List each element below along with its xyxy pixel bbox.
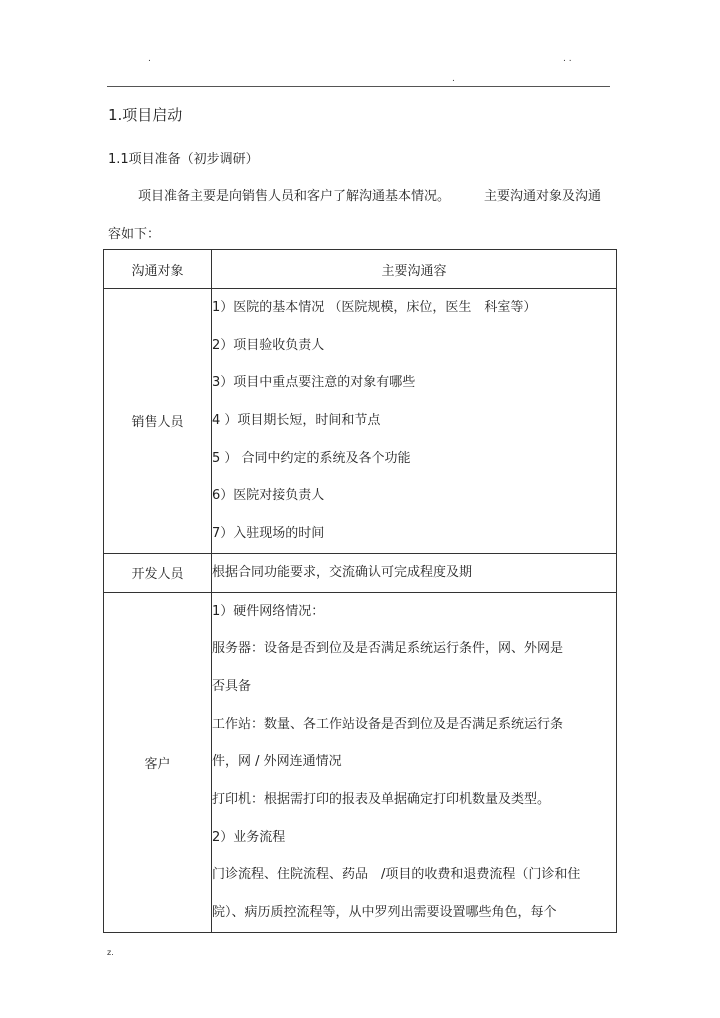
table-row <box>104 592 617 932</box>
footer-mark: z. <box>107 948 114 957</box>
content-line: 院）、病历质控流程等，从中罗列出需要设置哪些角色，每个 <box>212 905 557 920</box>
row-target: 开发人员 <box>104 553 212 592</box>
content-line: 7）入驻现场的时间 <box>212 526 325 542</box>
row-content <box>212 289 617 554</box>
communication-table <box>103 249 617 933</box>
row-target: 客户 <box>104 592 212 932</box>
content-line: 根据合同功能要求，交流确认可完成程度及期 <box>212 564 473 580</box>
header-target: 沟通对象 <box>104 250 212 289</box>
header-dot-left: . <box>148 54 151 64</box>
content-line: 工作站：数量、各工作站设备是否到位及是否满足系统运行条 <box>212 716 564 732</box>
section-title: 1.项目启动 <box>108 106 183 124</box>
intro-paragraph-line2: 容如下： <box>108 227 161 242</box>
intro-paragraph <box>138 185 601 204</box>
content-line: 打印机：根据需打印的报表及单据确定打印机数量及类型。 <box>212 791 551 807</box>
header-dot-right: . . <box>563 54 572 64</box>
content-line: 1）医院的基本情况 （医院规模，床位，医生 科室等） <box>212 300 537 315</box>
content-line: 否具备 <box>212 678 252 694</box>
page-header <box>0 54 720 84</box>
content-line: 3）项目中重点要注意的对象有哪些 <box>212 375 416 391</box>
content-line: 2）业务流程 <box>212 829 286 845</box>
row-target: 销售人员 <box>104 289 212 554</box>
intro-part1: 项目准备主要是向销售人员和客户了解沟通基本情况。 <box>138 189 451 204</box>
content-line: 6）医院对接负责人 <box>212 488 325 504</box>
header-content: 主要沟通容 <box>212 250 617 289</box>
table-header-row <box>104 250 617 289</box>
row-content <box>212 592 617 932</box>
content-line: 件，网 / 外网连通情况 <box>212 754 342 770</box>
content-line: 4 ）项目期长短，时间和节点 <box>212 413 381 429</box>
header-dot-center: . <box>452 74 455 84</box>
content-line: 服务器：设备是否到位及是否满足系统运行条件，网、外网是 <box>212 641 564 657</box>
content-line: 5 ） 合同中约定的系统及各个功能 <box>212 450 411 466</box>
subsection-title: 1.1项目准备（初步调研） <box>108 152 259 167</box>
header-rule <box>107 86 610 87</box>
table-row <box>104 553 617 592</box>
row-content <box>212 553 617 592</box>
content-line: 2）项目验收负责人 <box>212 337 325 353</box>
content-line: 门诊流程、住院流程、药品 /项目的收费和退费流程（门诊和住 <box>212 867 581 883</box>
table-row <box>104 289 617 554</box>
intro-part2: 主要沟通对象及沟通 <box>484 189 602 204</box>
content-line: 1）硬件网络情况： <box>212 603 325 619</box>
